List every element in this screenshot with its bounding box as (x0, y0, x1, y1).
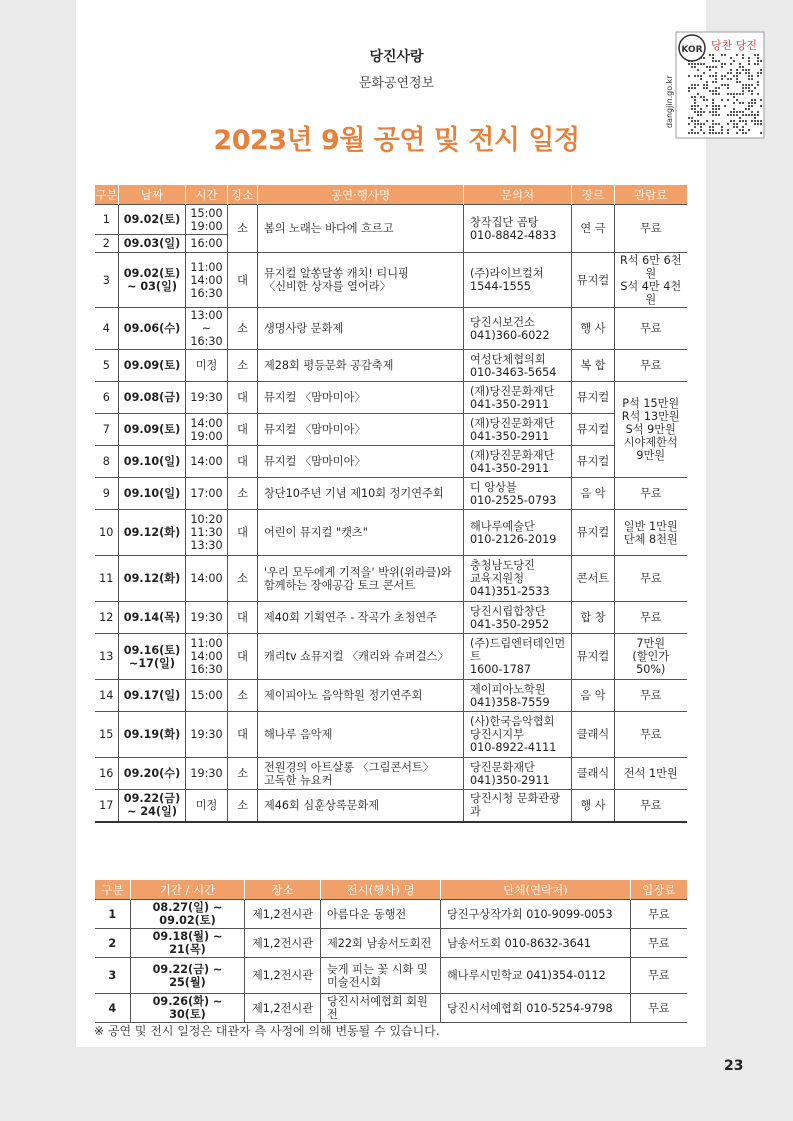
column-header: 입장료 (631, 880, 687, 900)
event-time: 15:00 19:00 (186, 205, 228, 235)
table-row (95, 350, 687, 382)
event-genre: 콘서트 (572, 556, 615, 602)
table-row (95, 414, 687, 446)
event-time: 11:00 14:00 16:30 (186, 253, 228, 308)
table-row (95, 790, 687, 822)
event-fee: 무료 (615, 790, 687, 822)
event-venue: 대 (228, 414, 258, 446)
event-venue: 대 (228, 634, 258, 680)
event-genre: 연 극 (572, 205, 615, 253)
event-name: 봄의 노래는 바다에 흐르고 (258, 205, 464, 253)
table-row (95, 510, 687, 556)
row-number: 14 (95, 680, 119, 712)
event-name: 뮤지컬 알쏭달쏭 캐치! 티니핑 〈신비한 상자를 열어라〉 (258, 253, 464, 308)
event-venue: 대 (228, 253, 258, 308)
event-fee: 무료 (615, 602, 687, 634)
column-header: 문의처 (464, 185, 572, 205)
row-number: 13 (95, 634, 119, 680)
event-contact: (사)한국음악협회 당진시지부 010-8922-4111 (464, 712, 572, 758)
event-date: 09.12(화) (119, 510, 186, 556)
event-fee: 무료 (615, 350, 687, 382)
column-header: 공연·행사명 (258, 185, 464, 205)
event-date: 09.06(수) (119, 308, 186, 350)
event-contact: (재)당진문화재단 041-350-2911 (464, 382, 572, 414)
event-name: 제이피아노 음악학원 정기연주회 (258, 680, 464, 712)
qr-code-icon (665, 30, 766, 140)
exhibition-venue: 제1,2전시관 (245, 900, 321, 929)
table-row (95, 253, 687, 308)
column-header: 날짜 (119, 185, 186, 205)
column-header: 장소 (228, 185, 258, 205)
section-title: 당진사랑 (369, 49, 424, 65)
page-number: 23 (724, 1058, 744, 1074)
exhibition-fee: 무료 (631, 900, 687, 929)
event-time: 16:00 (186, 235, 228, 253)
event-name: 해나루 음악제 (258, 712, 464, 758)
event-time: 19:30 (186, 382, 228, 414)
event-contact: 제이피아노학원 041)358-7559 (464, 680, 572, 712)
table-row (95, 556, 687, 602)
row-number: 6 (95, 382, 119, 414)
event-name: 생명사랑 문화제 (258, 308, 464, 350)
row-number: 1 (95, 205, 119, 235)
table-row (95, 382, 687, 414)
event-date: 09.20(수) (119, 758, 186, 790)
event-contact: 해나루예술단 010-2126-2019 (464, 510, 572, 556)
event-contact: 당진시청 문화관광과 (464, 790, 572, 822)
event-genre: 클래식 (572, 758, 615, 790)
event-date: 09.02(토) ~ 03(일) (119, 253, 186, 308)
table-row (95, 929, 687, 958)
event-venue: 소 (228, 308, 258, 350)
event-contact: 디 앙상블 010-2525-0793 (464, 478, 572, 510)
column-header: 시간 (186, 185, 228, 205)
qr-badge (665, 30, 766, 140)
event-venue: 소 (228, 205, 258, 253)
event-venue: 대 (228, 446, 258, 478)
event-genre: 뮤지컬 (572, 414, 615, 446)
table-row (95, 602, 687, 634)
row-number: 16 (95, 758, 119, 790)
row-number: 2 (95, 235, 119, 253)
event-name: 어린이 뮤지컬 "캣츠" (258, 510, 464, 556)
event-name: 캐리tv 쇼뮤지컬 〈캐리와 슈퍼걸스〉 (258, 634, 464, 680)
row-number: 7 (95, 414, 119, 446)
event-time: 미정 (186, 790, 228, 822)
exhibition-organizer: 당진구상작가회 010-9099-0053 (441, 900, 631, 929)
performance-header-row (95, 185, 687, 205)
event-time: 14:00 (186, 556, 228, 602)
event-fee: 전석 1만원 (615, 758, 687, 790)
row-number: 17 (95, 790, 119, 822)
table-row (95, 680, 687, 712)
event-genre: 행 사 (572, 790, 615, 822)
event-fee: 무료 (615, 712, 687, 758)
column-header: 구분 (95, 880, 131, 900)
event-genre: 행 사 (572, 308, 615, 350)
table-row (95, 900, 687, 929)
event-date: 09.14(목) (119, 602, 186, 634)
event-name: 제40회 기획연주 - 작곡가 초청연주 (258, 602, 464, 634)
row-number: 15 (95, 712, 119, 758)
event-contact: 여성단체협의회 010-3463-5654 (464, 350, 572, 382)
event-venue: 대 (228, 510, 258, 556)
event-venue: 소 (228, 680, 258, 712)
event-fee: 일반 1만원 단체 8천원 (615, 510, 687, 556)
event-venue: 소 (228, 478, 258, 510)
event-name: 제28회 평등문화 공감축제 (258, 350, 464, 382)
event-venue: 소 (228, 556, 258, 602)
exhibition-name: 늦게 피는 꽃 시화 및 미술전시회 (321, 958, 441, 994)
table-row (95, 446, 687, 478)
exhibition-venue: 제1,2전시관 (245, 929, 321, 958)
column-header: 장소 (245, 880, 321, 900)
exhibition-period: 08.27(일) ~ 09.02(토) (131, 900, 245, 929)
event-contact: (주)드림엔터테인먼트 1600-1787 (464, 634, 572, 680)
row-number: 4 (95, 308, 119, 350)
event-contact: (재)당진문화재단 041-350-2911 (464, 446, 572, 478)
event-genre: 음 악 (572, 478, 615, 510)
event-time: 17:00 (186, 478, 228, 510)
event-genre: 복 합 (572, 350, 615, 382)
schedule-note: ※ 공연 및 전시 일정은 대관자 측 사정에 의해 변동될 수 있습니다. (94, 1024, 440, 1038)
table-row (95, 634, 687, 680)
event-name: 뮤지컬 〈맘마미아〉 (258, 414, 464, 446)
exhibition-name: 아름다운 동행전 (321, 900, 441, 929)
exhibition-organizer: 해나루시민학교 041)354-0112 (441, 958, 631, 994)
event-venue: 소 (228, 790, 258, 822)
table-row (95, 478, 687, 510)
row-number: 9 (95, 478, 119, 510)
event-venue: 대 (228, 382, 258, 414)
event-time: 13:00 ~ 16:30 (186, 308, 228, 350)
event-genre: 합 창 (572, 602, 615, 634)
event-name: 뮤지컬 〈맘마미아〉 (258, 382, 464, 414)
event-fee: 무료 (615, 308, 687, 350)
exhibition-period: 09.26(화) ~ 30(토) (131, 994, 245, 1023)
row-number: 4 (95, 994, 131, 1023)
slogan-label: 당찬 당진 (710, 39, 758, 52)
event-venue: 소 (228, 350, 258, 382)
event-fee: 7만원 (할인가 50%) (615, 634, 687, 680)
page-title: 2023년 9월 공연 및 전시 일정 (213, 125, 580, 156)
exhibition-header-row (95, 880, 687, 900)
exhibition-fee: 무료 (631, 929, 687, 958)
event-date: 09.09(토) (119, 414, 186, 446)
event-contact: (주)라이브컬쳐 1544-1555 (464, 253, 572, 308)
row-number: 2 (95, 929, 131, 958)
event-time: 11:00 14:00 16:30 (186, 634, 228, 680)
exhibition-fee: 무료 (631, 958, 687, 994)
event-date: 09.22(금) ~ 24(일) (119, 790, 186, 822)
column-header: 구분 (95, 185, 119, 205)
event-genre: 클래식 (572, 712, 615, 758)
row-number: 5 (95, 350, 119, 382)
exhibition-name: 제22회 남송서도회전 (321, 929, 441, 958)
event-contact: 당진문화재단 041)350-2911 (464, 758, 572, 790)
event-date: 09.03(일) (119, 235, 186, 253)
event-genre: 음 악 (572, 680, 615, 712)
event-contact: (재)당진문화재단 041-350-2911 (464, 414, 572, 446)
event-time: 19:30 (186, 758, 228, 790)
url-label: dangjin.go.kr (665, 75, 674, 128)
event-name: '우리 모두에게 기적을' 박위(위라클)와 함께하는 장애공감 토크 콘서트 (258, 556, 464, 602)
row-number: 1 (95, 900, 131, 929)
exhibition-fee: 무료 (631, 994, 687, 1023)
event-fee: 무료 (615, 478, 687, 510)
event-date: 09.09(토) (119, 350, 186, 382)
exhibition-period: 09.18(월) ~ 21(목) (131, 929, 245, 958)
exhibition-name: 당진시서예협회 회원전 (321, 994, 441, 1023)
event-contact: 충청남도당진 교육지원청 041)351-2533 (464, 556, 572, 602)
event-time: 19:30 (186, 712, 228, 758)
event-time: 19:30 (186, 602, 228, 634)
event-time: 10:20 11:30 13:30 (186, 510, 228, 556)
event-time: 미정 (186, 350, 228, 382)
row-number: 3 (95, 253, 119, 308)
table-row (95, 758, 687, 790)
event-venue: 대 (228, 602, 258, 634)
event-fee: 무료 (615, 680, 687, 712)
event-time: 15:00 (186, 680, 228, 712)
event-date: 09.10(일) (119, 478, 186, 510)
event-fee: R석 6만 6천원 S석 4만 4천원 (615, 253, 687, 308)
table-row (95, 205, 687, 235)
column-header: 전시(행사) 명 (321, 880, 441, 900)
event-fee: P석 15만원 R석 13만원 S석 9만원 시야제한석 9만원 (615, 382, 687, 478)
event-genre: 뮤지컬 (572, 634, 615, 680)
row-number: 3 (95, 958, 131, 994)
event-name: 창단10주년 기념 제10회 정기연주회 (258, 478, 464, 510)
table-row (95, 958, 687, 994)
event-name: 전원경의 아트살롱 〈그림콘서트〉 고독한 뉴요커 (258, 758, 464, 790)
kor-label: KOR (681, 45, 703, 55)
table-row (95, 994, 687, 1023)
event-date: 09.17(일) (119, 680, 186, 712)
table-row (95, 308, 687, 350)
event-contact: 당진시립합창단 041-350-2952 (464, 602, 572, 634)
event-genre: 뮤지컬 (572, 510, 615, 556)
exhibition-organizer: 당진시서예협회 010-5254-9798 (441, 994, 631, 1023)
row-number: 11 (95, 556, 119, 602)
event-date: 09.08(금) (119, 382, 186, 414)
table-row (95, 712, 687, 758)
event-fee: 무료 (615, 556, 687, 602)
event-date: 09.02(토) (119, 205, 186, 235)
event-date: 09.10(일) (119, 446, 186, 478)
event-genre: 뮤지컬 (572, 253, 615, 308)
event-venue: 소 (228, 758, 258, 790)
event-time: 14:00 (186, 446, 228, 478)
event-date: 09.19(화) (119, 712, 186, 758)
page-subtitle: 문화공연정보 (358, 76, 435, 91)
performance-table (94, 185, 687, 823)
event-venue: 대 (228, 712, 258, 758)
column-header: 관람료 (615, 185, 687, 205)
column-header: 장르 (572, 185, 615, 205)
event-name: 뮤지컬 〈맘마미아〉 (258, 446, 464, 478)
column-header: 기간 / 시간 (131, 880, 245, 900)
exhibition-table (94, 880, 687, 1023)
exhibition-venue: 제1,2전시관 (245, 958, 321, 994)
event-name: 제46회 심훈상록문화제 (258, 790, 464, 822)
event-time: 14:00 19:00 (186, 414, 228, 446)
row-number: 12 (95, 602, 119, 634)
column-header: 단체(연락처) (441, 880, 631, 900)
event-contact: 창작집단 곰탕 010-8842-4833 (464, 205, 572, 253)
event-genre: 뮤지컬 (572, 446, 615, 478)
exhibition-period: 09.22(금) ~ 25(월) (131, 958, 245, 994)
exhibition-organizer: 남송서도회 010-8632-3641 (441, 929, 631, 958)
exhibition-venue: 제1,2전시관 (245, 994, 321, 1023)
event-date: 09.16(토) ~17(일) (119, 634, 186, 680)
row-number: 10 (95, 510, 119, 556)
row-number: 8 (95, 446, 119, 478)
event-fee: 무료 (615, 205, 687, 253)
event-date: 09.12(화) (119, 556, 186, 602)
event-contact: 당진시보건소 041)360-6022 (464, 308, 572, 350)
event-genre: 뮤지컬 (572, 382, 615, 414)
